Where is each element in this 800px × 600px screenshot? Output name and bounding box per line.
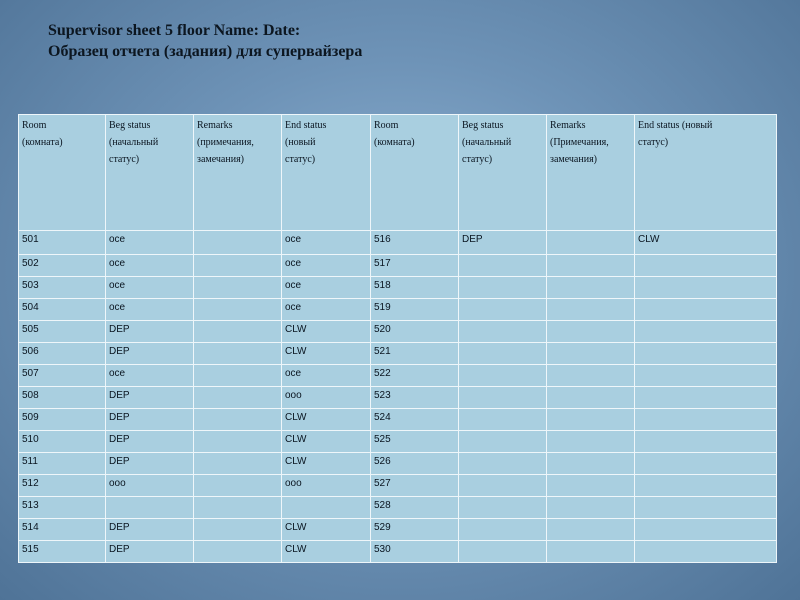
cell-beg-status: DEP: [106, 409, 194, 431]
header-end-status-ru2: статус): [285, 154, 316, 165]
cell-remarks-2: [547, 365, 635, 387]
cell-remarks-2: [547, 277, 635, 299]
cell-end-status-2: [635, 497, 777, 519]
cell-beg-status-2: [459, 321, 547, 343]
header-end-status-en: End status: [285, 120, 327, 131]
cell-end-status: CLW: [282, 541, 371, 563]
header-room-2-en: Room: [374, 120, 399, 131]
cell-beg-status: DEP: [106, 343, 194, 365]
cell-beg-status-2: [459, 497, 547, 519]
cell-room-2: 518: [371, 277, 459, 299]
table-row: [19, 321, 777, 343]
cell-end-status: oce: [282, 365, 371, 387]
cell-beg-status-2: [459, 365, 547, 387]
cell-beg-status: [106, 497, 194, 519]
cell-end-status: oce: [282, 299, 371, 321]
cell-end-status: ooo: [282, 387, 371, 409]
header-beg-status-2: [459, 115, 547, 231]
cell-room: 514: [19, 519, 106, 541]
cell-room-2: 526: [371, 453, 459, 475]
cell-end-status-2: [635, 453, 777, 475]
header-room-ru: (комната): [22, 137, 63, 148]
cell-beg-status-2: DEP: [459, 231, 547, 255]
cell-end-status-2: [635, 541, 777, 563]
table-row: [19, 255, 777, 277]
page-subtitle: Образец отчета (задания) для супервайзера: [48, 43, 363, 60]
table-row: [19, 519, 777, 541]
cell-beg-status: DEP: [106, 431, 194, 453]
table-row: [19, 431, 777, 453]
cell-remarks: [194, 255, 282, 277]
header-end-status-2-ru: статус): [638, 137, 669, 148]
table-row: [19, 453, 777, 475]
cell-remarks: [194, 519, 282, 541]
header-end-status: [282, 115, 371, 231]
header-beg-status-ru: (начальный: [109, 137, 159, 148]
cell-beg-status-2: [459, 343, 547, 365]
cell-end-status-2: [635, 343, 777, 365]
cell-remarks: [194, 497, 282, 519]
cell-beg-status: DEP: [106, 387, 194, 409]
table-row: [19, 231, 777, 255]
cell-beg-status-2: [459, 475, 547, 497]
cell-room: 512: [19, 475, 106, 497]
cell-end-status-2: [635, 475, 777, 497]
cell-beg-status-2: [459, 409, 547, 431]
cell-remarks: [194, 231, 282, 255]
cell-remarks-2: [547, 299, 635, 321]
cell-end-status: oce: [282, 277, 371, 299]
cell-end-status: [282, 497, 371, 519]
table-row: [19, 497, 777, 519]
cell-room-2: 516: [371, 231, 459, 255]
cell-room: 501: [19, 231, 106, 255]
cell-end-status-2: [635, 431, 777, 453]
header-beg-status-2-ru2: статус): [462, 154, 493, 165]
cell-end-status: CLW: [282, 519, 371, 541]
cell-remarks-2: [547, 321, 635, 343]
cell-room: 509: [19, 409, 106, 431]
cell-remarks: [194, 321, 282, 343]
cell-beg-status: DEP: [106, 453, 194, 475]
table-body: [19, 231, 777, 563]
cell-end-status-2: [635, 255, 777, 277]
cell-room-2: 519: [371, 299, 459, 321]
cell-end-status-2: [635, 409, 777, 431]
cell-remarks-2: [547, 255, 635, 277]
cell-remarks: [194, 387, 282, 409]
cell-room-2: 523: [371, 387, 459, 409]
cell-room: 508: [19, 387, 106, 409]
cell-end-status: CLW: [282, 321, 371, 343]
cell-beg-status-2: [459, 255, 547, 277]
cell-beg-status-2: [459, 431, 547, 453]
cell-room-2: 529: [371, 519, 459, 541]
cell-beg-status: oce: [106, 365, 194, 387]
cell-end-status-2: [635, 387, 777, 409]
header-remarks: [194, 115, 282, 231]
title-block: [48, 20, 748, 62]
cell-remarks-2: [547, 343, 635, 365]
cell-remarks: [194, 541, 282, 563]
cell-room: 513: [19, 497, 106, 519]
cell-end-status: CLW: [282, 431, 371, 453]
cell-room-2: 530: [371, 541, 459, 563]
cell-remarks-2: [547, 475, 635, 497]
cell-remarks-2: [547, 453, 635, 475]
cell-beg-status: DEP: [106, 321, 194, 343]
cell-room-2: 528: [371, 497, 459, 519]
cell-beg-status: oce: [106, 299, 194, 321]
header-remarks-ru2: замечания): [197, 154, 245, 165]
cell-remarks: [194, 453, 282, 475]
cell-room-2: 524: [371, 409, 459, 431]
header-end-status-ru: (новый: [285, 137, 316, 148]
cell-room-2: 517: [371, 255, 459, 277]
cell-room: 507: [19, 365, 106, 387]
cell-room: 506: [19, 343, 106, 365]
cell-room-2: 527: [371, 475, 459, 497]
cell-remarks-2: [547, 541, 635, 563]
table-row: [19, 541, 777, 563]
cell-beg-status: oce: [106, 277, 194, 299]
cell-room: 504: [19, 299, 106, 321]
cell-beg-status-2: [459, 519, 547, 541]
cell-beg-status: DEP: [106, 519, 194, 541]
supervisor-sheet-table: [18, 114, 777, 563]
table-row: [19, 475, 777, 497]
cell-room: 503: [19, 277, 106, 299]
page-title: Supervisor sheet 5 floor Name: Date:: [48, 22, 301, 39]
cell-room-2: 522: [371, 365, 459, 387]
cell-remarks: [194, 343, 282, 365]
table-row: [19, 365, 777, 387]
cell-room-2: 521: [371, 343, 459, 365]
cell-end-status: oce: [282, 255, 371, 277]
cell-end-status-2: [635, 277, 777, 299]
header-remarks-2-ru2: замечания): [550, 154, 598, 165]
cell-end-status-2: [635, 299, 777, 321]
cell-remarks-2: [547, 409, 635, 431]
cell-room-2: 520: [371, 321, 459, 343]
cell-beg-status: ooo: [106, 475, 194, 497]
table-row: [19, 387, 777, 409]
table-row: [19, 343, 777, 365]
header-room-2: [371, 115, 459, 231]
cell-room: 511: [19, 453, 106, 475]
header-remarks-2: [547, 115, 635, 231]
cell-room-2: 525: [371, 431, 459, 453]
cell-end-status: oce: [282, 231, 371, 255]
header-room-2-ru: (комната): [374, 137, 415, 148]
cell-end-status: CLW: [282, 343, 371, 365]
cell-remarks: [194, 409, 282, 431]
cell-room: 505: [19, 321, 106, 343]
cell-remarks: [194, 431, 282, 453]
cell-remarks: [194, 277, 282, 299]
header-remarks-en: Remarks: [197, 120, 233, 131]
cell-end-status: ooo: [282, 475, 371, 497]
cell-end-status-2: [635, 519, 777, 541]
cell-beg-status-2: [459, 541, 547, 563]
cell-room: 515: [19, 541, 106, 563]
cell-remarks-2: [547, 497, 635, 519]
table-row: [19, 277, 777, 299]
header-remarks-ru: (примечания,: [197, 137, 254, 148]
header-end-status-2-en: End status (новый: [638, 120, 713, 131]
cell-remarks: [194, 299, 282, 321]
cell-beg-status: oce: [106, 255, 194, 277]
cell-room: 510: [19, 431, 106, 453]
header-remarks-2-en: Remarks: [550, 120, 586, 131]
cell-beg-status-2: [459, 299, 547, 321]
cell-remarks: [194, 365, 282, 387]
cell-remarks-2: [547, 431, 635, 453]
cell-remarks: [194, 475, 282, 497]
cell-beg-status-2: [459, 387, 547, 409]
cell-room: 502: [19, 255, 106, 277]
table-row: [19, 409, 777, 431]
cell-end-status: CLW: [282, 453, 371, 475]
header-row: [19, 115, 777, 231]
header-beg-status-en: Beg status: [109, 120, 151, 131]
header-beg-status: [106, 115, 194, 231]
cell-end-status: CLW: [282, 409, 371, 431]
table-row: [19, 299, 777, 321]
cell-end-status-2: [635, 321, 777, 343]
cell-end-status-2: [635, 365, 777, 387]
cell-beg-status: oce: [106, 231, 194, 255]
cell-remarks-2: [547, 231, 635, 255]
cell-beg-status-2: [459, 453, 547, 475]
cell-beg-status: DEP: [106, 541, 194, 563]
header-beg-status-2-en: Beg status: [462, 120, 504, 131]
cell-remarks-2: [547, 519, 635, 541]
header-remarks-2-ru: (Примечания,: [550, 137, 609, 148]
header-beg-status-2-ru: (начальный: [462, 137, 512, 148]
header-room-en: Room: [22, 120, 47, 131]
cell-remarks-2: [547, 387, 635, 409]
header-end-status-2: [635, 115, 777, 231]
header-room: [19, 115, 106, 231]
cell-beg-status-2: [459, 277, 547, 299]
cell-end-status-2: CLW: [635, 231, 777, 255]
header-beg-status-ru2: статус): [109, 154, 140, 165]
